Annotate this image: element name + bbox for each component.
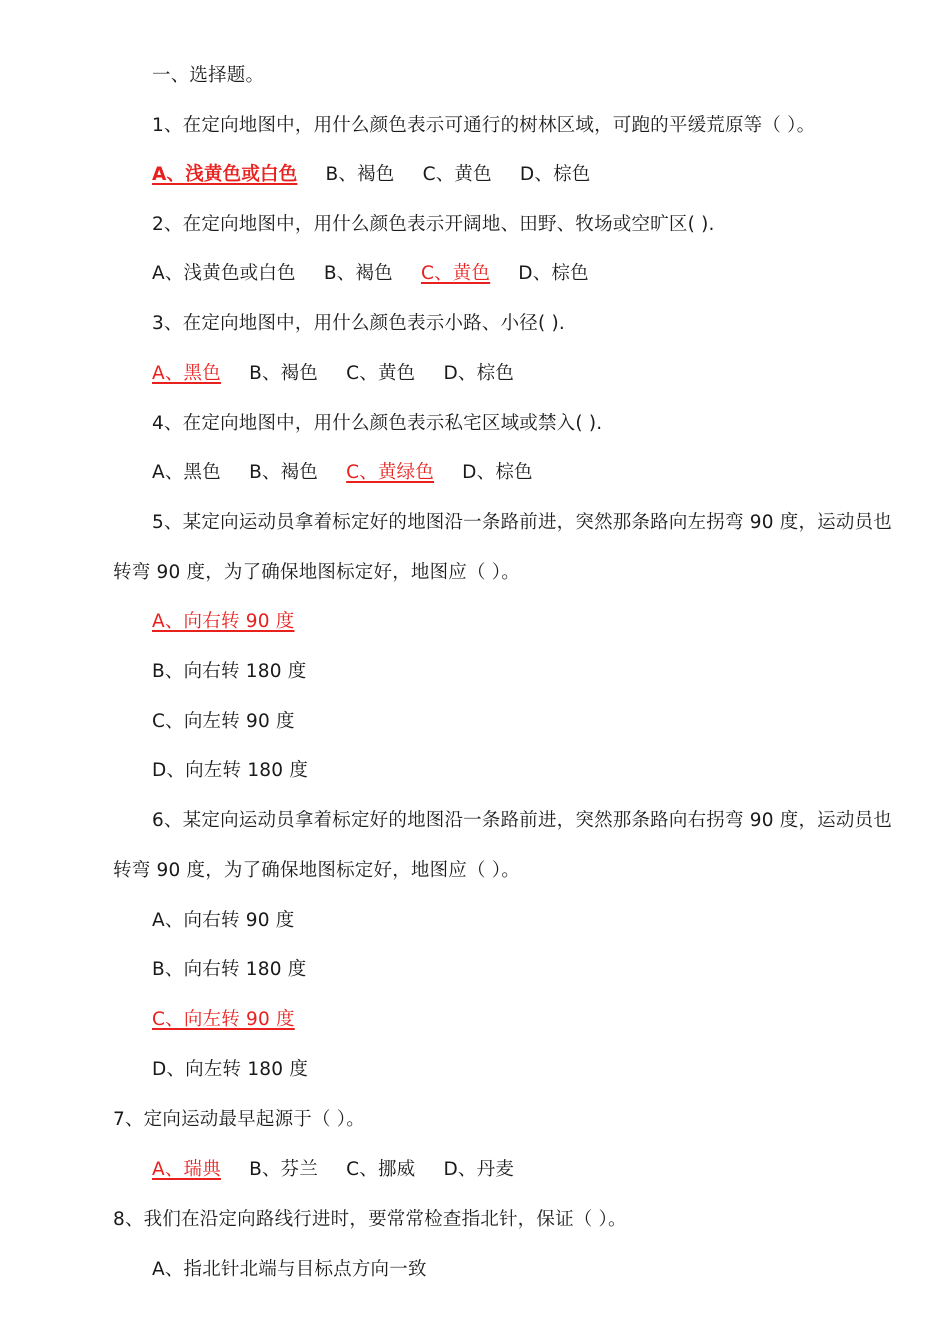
question-8-text: 8、我们在沿定向路线行进时，要常常检查指北针，保证（ ）。 [113, 1209, 627, 1230]
q8-option-a: A、指北针北端与目标点方向一致 [152, 1259, 427, 1280]
q2-option-d: D、棕色 [518, 263, 589, 284]
q4-option-b: B、褐色 [249, 462, 319, 483]
q7-option-c: C、挪威 [346, 1159, 416, 1180]
q1-option-b: B、褐色 [325, 164, 395, 185]
question-3-options [152, 360, 514, 388]
question-7-text: 7、定向运动最早起源于（ ）。 [113, 1109, 365, 1130]
question-4-text: 4、在定向地图中，用什么颜色表示私宅区域或禁入( ). [152, 413, 603, 434]
q2-option-c: C、黄色 [420, 263, 491, 284]
question-3-text: 3、在定向地图中，用什么颜色表示小路、小径( ). [152, 313, 565, 334]
q4-option-a: A、黑色 [152, 462, 221, 483]
question-5-text-line2: 转弯 90 度，为了确保地图标定好，地图应（ ）。 [113, 562, 520, 583]
q3-option-c: C、黄色 [346, 363, 416, 384]
q4-option-d: D、棕色 [462, 462, 533, 483]
q7-option-b: B、芬兰 [249, 1159, 319, 1180]
q6-option-c: C、向左转 90 度 [152, 1009, 295, 1030]
q2-option-a: A、浅黄色或白色 [152, 263, 296, 284]
question-6-text-line2: 转弯 90 度，为了确保地图标定好，地图应（ ）。 [113, 860, 520, 881]
q6-option-b: B、向右转 180 度 [152, 959, 307, 980]
q5-option-c: C、向左转 90 度 [152, 711, 295, 732]
q3-option-a: A、黑色 [152, 363, 221, 384]
question-1-options [152, 161, 590, 189]
question-2-text: 2、在定向地图中，用什么颜色表示开阔地、田野、牧场或空旷区( ). [152, 214, 715, 235]
question-5-text-line1: 5、某定向运动员拿着标定好的地图沿一条路前进，突然那条路向左拐弯 90 度，运动员也 [152, 512, 892, 533]
q4-option-c: C、黄绿色 [346, 462, 435, 483]
q3-option-d: D、棕色 [443, 363, 515, 384]
q2-option-b: B、褐色 [323, 263, 393, 284]
q5-option-a: A、向右转 90 度 [152, 611, 295, 632]
q7-option-d: D、丹麦 [443, 1159, 515, 1180]
question-1-text: 1、在定向地图中，用什么颜色表示可通行的树林区域，可跑的平缓荒原等（ ）。 [152, 115, 816, 136]
section-title: 一、选择题。 [152, 65, 265, 86]
q1-option-c: C、黄色 [422, 164, 492, 185]
question-4-options [152, 459, 533, 487]
q5-option-d: D、向左转 180 度 [152, 760, 309, 781]
q1-option-a: A、浅黄色或白色 [152, 164, 298, 185]
q6-option-a: A、向右转 90 度 [152, 910, 295, 931]
q3-option-b: B、褐色 [249, 363, 319, 384]
question-2-options [152, 260, 589, 288]
question-7-options [152, 1156, 514, 1184]
q6-option-d: D、向左转 180 度 [152, 1059, 309, 1080]
question-6-text-line1: 6、某定向运动员拿着标定好的地图沿一条路前进，突然那条路向右拐弯 90 度，运动员也 [152, 810, 892, 831]
q7-option-a: A、瑞典 [152, 1159, 221, 1180]
q1-option-d: D、棕色 [519, 164, 591, 185]
q5-option-b: B、向右转 180 度 [152, 661, 307, 682]
